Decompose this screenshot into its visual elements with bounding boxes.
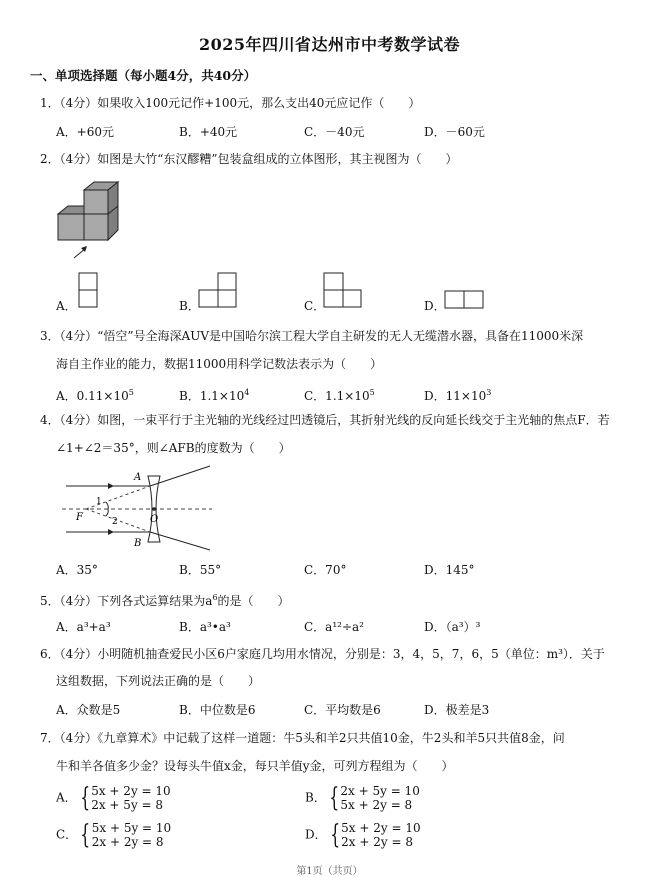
q3-option-a-exp: 5 xyxy=(128,388,134,397)
q5-option-a[interactable]: A．a³+a³ xyxy=(56,620,111,634)
q2-option-b[interactable]: B． xyxy=(179,299,200,313)
q2-option-a[interactable]: A． xyxy=(56,299,77,313)
q3-option-b-base: B．1.1×10 xyxy=(179,389,245,403)
q7-option-c-eq2: 2x + 2y = 8 xyxy=(91,835,164,849)
q4-label-o: O xyxy=(150,514,159,525)
q4-lens-diagram xyxy=(62,462,214,552)
q7-option-c-eq1: 5x + 5y = 10 xyxy=(91,821,172,835)
q4-label-b: B xyxy=(134,538,142,549)
q7-option-d-eq1: 5x + 2y = 10 xyxy=(341,821,421,835)
q7-option-b[interactable] xyxy=(305,784,420,812)
q2-view-c-icon xyxy=(323,272,365,310)
q7-option-c[interactable] xyxy=(56,821,171,849)
q4-option-b[interactable]: B．55° xyxy=(179,563,222,577)
q1-stem: 1．（4分）如果收入100元记作+100元，那么支出40元应记作（ ） xyxy=(40,96,421,110)
q2-stem: 2．（4分）如图是大竹“东汉醪糟”包装盒组成的立体图形，其主视图为（ ） xyxy=(40,152,458,166)
q3-options xyxy=(56,385,616,401)
q2-cube-figure xyxy=(52,180,127,262)
brace-icon: { xyxy=(79,783,90,813)
q2-view-a-icon xyxy=(78,272,100,310)
q3-option-d-base: D．11×10 xyxy=(424,389,487,403)
q7-option-d-key: D． xyxy=(305,827,327,842)
q7-option-b-key: B． xyxy=(305,790,326,805)
q1-options xyxy=(56,124,616,140)
brace-icon: { xyxy=(329,820,340,850)
q7-option-a-eq2: 2x + 5y = 8 xyxy=(91,798,164,812)
q5-stem xyxy=(40,590,290,609)
q4-label-2: 2 xyxy=(112,517,118,527)
q3-option-a[interactable] xyxy=(56,385,134,404)
q5-option-c[interactable]: C．a¹²÷a² xyxy=(304,620,364,634)
q3-option-a-base: A．0.11×10 xyxy=(56,389,129,403)
q4-label-1: 1 xyxy=(96,497,102,507)
brace-icon: { xyxy=(329,783,340,813)
q6-line1: 6．（4分）小明随机抽查爱民小区6户家庭几均用水情况，分别是：3，4，5，7，6，5（单位：m³）．关于 xyxy=(40,647,605,661)
q4-line2: ∠1+∠2＝35°，则∠AFB的度数为（ ） xyxy=(56,441,291,455)
q4-option-d[interactable]: D．145° xyxy=(424,563,475,577)
q4-line1: 4．（4分）如图，一束平行于主光轴的光线经过凹透镜后，其折射光线的反向延长线交于主光轴的焦点F．若 xyxy=(40,413,610,427)
q1-option-c[interactable]: C．－40元 xyxy=(304,125,365,139)
q6-option-a[interactable]: A．众数是5 xyxy=(56,703,121,717)
q1-option-d[interactable]: D．－60元 xyxy=(424,125,485,139)
q7-option-b-system xyxy=(340,784,419,812)
q7-option-a-system xyxy=(91,784,170,812)
q5-stem-pre: 5．（4分）下列各式运算结果为a xyxy=(40,594,213,608)
q6-option-c[interactable]: C．平均数是6 xyxy=(304,703,381,717)
q3-option-b[interactable] xyxy=(179,385,249,404)
q3-line2: 海自主作业的能力，数据11000用科学记数法表示为（ ） xyxy=(56,357,383,371)
q7-option-c-system xyxy=(92,821,171,849)
q5-stem-exp: 6 xyxy=(212,593,218,602)
q3-option-d[interactable] xyxy=(424,385,491,404)
q3-option-c-exp: 5 xyxy=(369,388,375,397)
q6-line2: 这组数据，下列说法正确的是（ ） xyxy=(56,674,261,688)
q2-option-d[interactable]: D． xyxy=(424,299,446,313)
q7-option-b-eq2: 5x + 2y = 8 xyxy=(340,798,413,812)
q7-line1: 7．（4分）《九章算术》中记载了这样一道题：牛5头和羊2只共值10金，牛2头和羊5只共值8金，问 xyxy=(40,731,565,745)
q4-options xyxy=(56,562,616,578)
q7-line2: 牛和羊各值多少金？设每头牛值x金，每只羊值y金，可列方程组为（ ） xyxy=(56,759,454,773)
q2-view-d-icon xyxy=(444,290,486,310)
q4-label-a: A xyxy=(134,472,142,483)
q7-option-d-eq2: 2x + 2y = 8 xyxy=(341,835,413,849)
q3-option-d-exp: 3 xyxy=(486,388,492,397)
page-footer: 第1页（共页） xyxy=(296,866,363,877)
q3-option-c-base: C．1.1×10 xyxy=(304,389,370,403)
q4-label-f: F xyxy=(76,512,83,523)
q4-option-a[interactable]: A．35° xyxy=(56,563,98,577)
q4-option-c[interactable]: C．70° xyxy=(304,563,347,577)
q7-option-d-system xyxy=(341,821,420,849)
brace-icon: { xyxy=(80,820,91,850)
q7-option-c-key: C． xyxy=(56,827,78,842)
q5-options xyxy=(56,619,616,635)
q7-option-b-eq1: 2x + 5y = 10 xyxy=(340,784,420,798)
q1-option-b[interactable]: B．+40元 xyxy=(179,125,238,139)
q3-line1: 3．（4分）“悟空”号全海深AUV是中国哈尔滨工程大学自主研发的无人无缆潜水器，具备在11000米深 xyxy=(40,329,584,343)
q7-option-d[interactable] xyxy=(305,821,421,849)
q2-view-b-icon xyxy=(198,272,240,310)
q6-option-d[interactable]: D．极差是3 xyxy=(424,703,490,717)
q1-option-a[interactable]: A．+60元 xyxy=(56,125,114,139)
page-title: 2025年四川省达州市中考数学试卷 xyxy=(198,35,461,54)
q5-option-b[interactable]: B．a³•a³ xyxy=(179,620,231,634)
q6-options xyxy=(56,702,616,718)
q2-option-c[interactable]: C． xyxy=(304,299,326,313)
q3-option-b-exp: 4 xyxy=(244,388,250,397)
q7-option-a-key: A． xyxy=(56,790,77,805)
q6-option-b[interactable]: B．中位数是6 xyxy=(179,703,256,717)
q7-option-a[interactable] xyxy=(56,784,171,812)
q5-option-d[interactable]: D．（a³）³ xyxy=(424,620,481,634)
q3-option-c[interactable] xyxy=(304,385,375,404)
q7-option-a-eq1: 5x + 2y = 10 xyxy=(91,784,171,798)
q5-stem-post: 的是（ ） xyxy=(217,594,290,608)
section-heading: 一、单项选择题（每小题4分，共40分） xyxy=(30,68,257,83)
